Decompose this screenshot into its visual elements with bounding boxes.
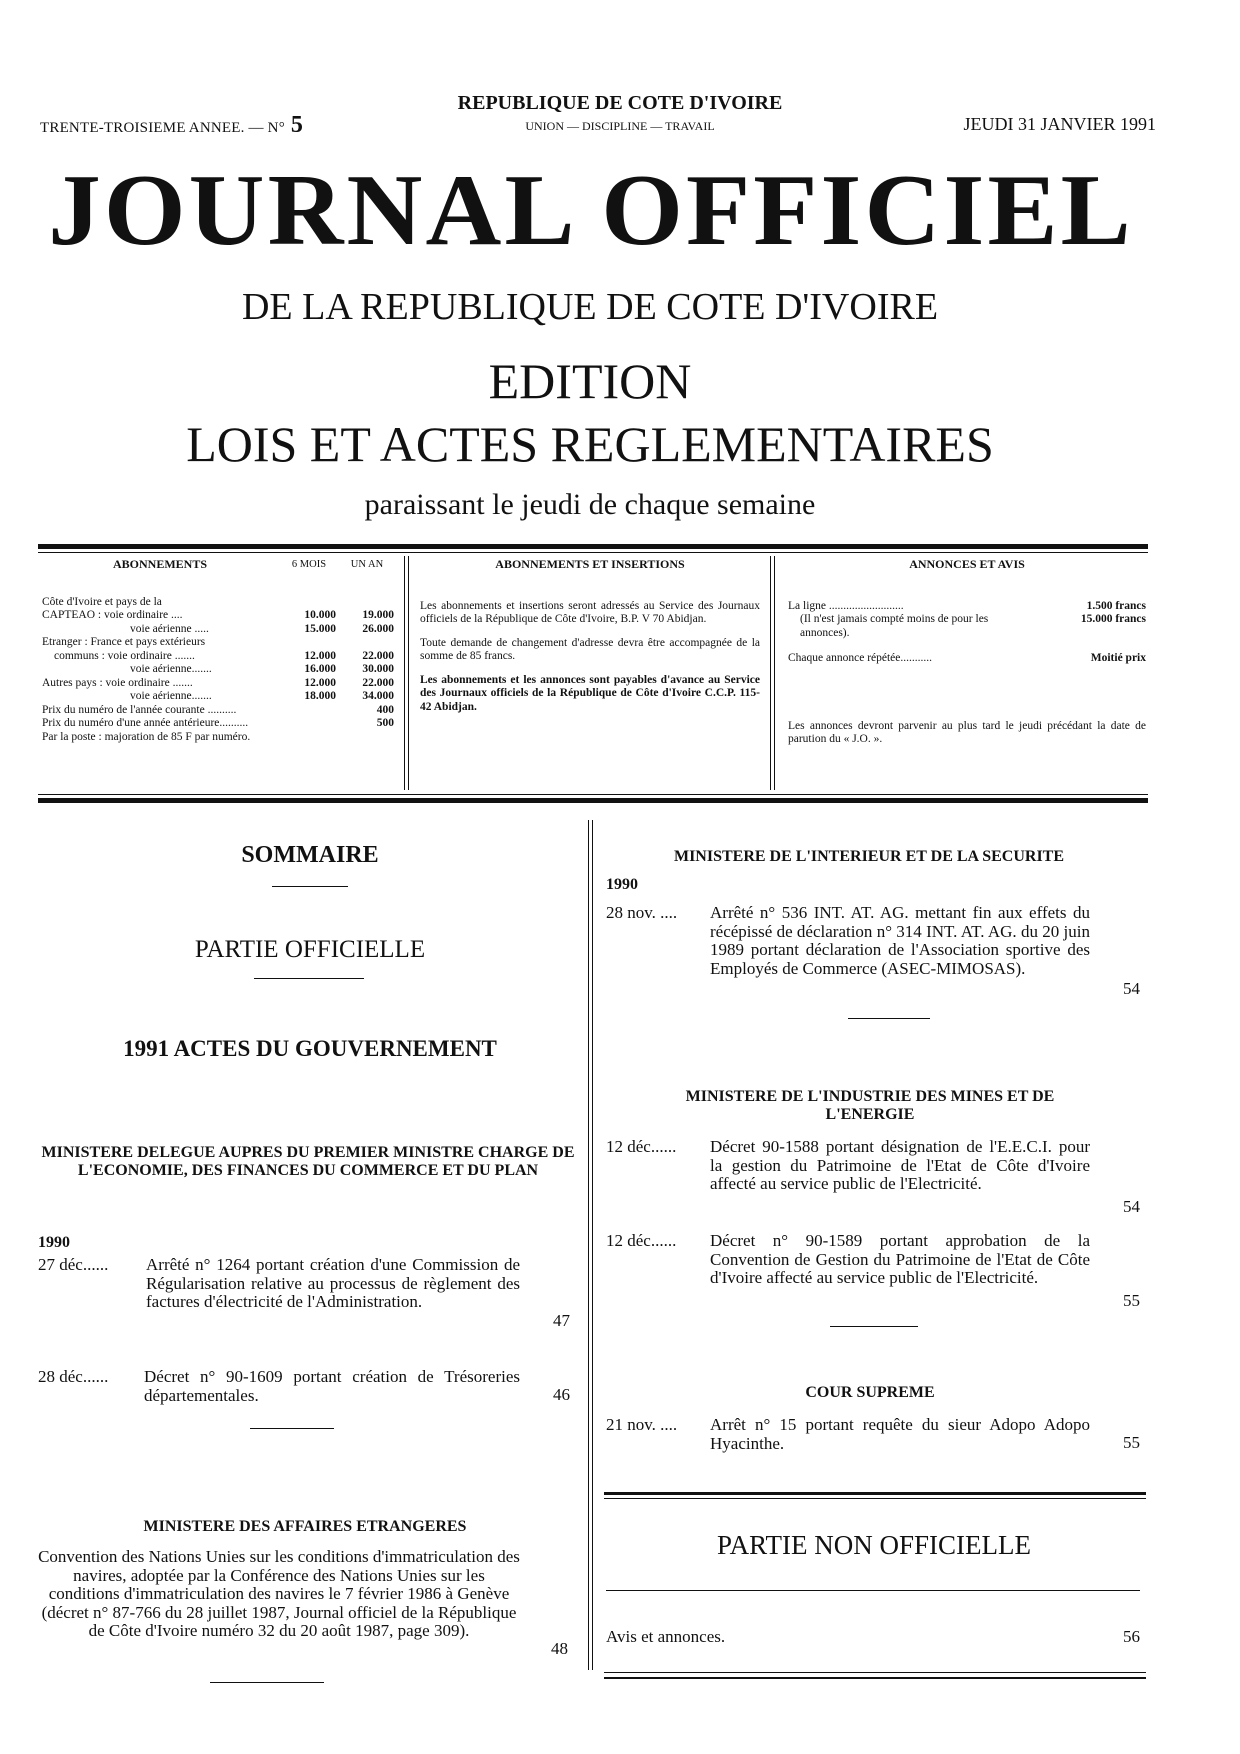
republic-name: REPUBLIQUE DE COTE D'IVOIRE	[457, 92, 783, 114]
ministry-heading-interieur: MINISTERE DE L'INTERIEUR ET DE LA SECURITE	[673, 848, 1065, 865]
column-divider-b	[592, 820, 593, 1670]
divider	[830, 1326, 918, 1327]
entry-text: Arrêté n° 1264 portant création d'une Commission de Régularisation relative au processus de règlement des factures d'électricité de l'Administration.	[146, 1255, 520, 1311]
divider	[272, 886, 348, 887]
entry-text: Arrêté n° 536 INT. AT. AG. mettant fin aux effets du récépissé de déclaration n° 314 INT. AT. AG. du 20 juin 1989 portant déclaration de l'Association sportive des Employés de Commerce (ASEC-MIMOSAS).	[710, 903, 1090, 978]
rate-1y: 19.000	[362, 609, 394, 621]
rate-1y: 30.000	[362, 663, 394, 675]
year-label: 1990	[606, 876, 638, 893]
entry-page: 46	[553, 1385, 570, 1404]
announcements-header: ANNONCES ET AVIS	[909, 557, 1025, 571]
rate-row	[40, 690, 396, 704]
rate-1y: 22.000	[362, 649, 394, 662]
toc-entry	[606, 904, 1146, 1004]
box-divider-1	[404, 556, 405, 790]
box-top-rule-thin	[38, 552, 1148, 553]
line-minimum-note: (Il n'est jamais compté moins de pour les annonces).	[800, 613, 989, 639]
entry-text: Décret n° 90-1609 portant création de Trésoreries départementales.	[144, 1367, 520, 1405]
rate-row	[40, 636, 396, 650]
rate-row	[40, 650, 396, 664]
partie-non-rule-thin	[604, 1498, 1146, 1499]
box-divider-1b	[408, 556, 409, 790]
issue-date: JEUDI 31 JANVIER 1991	[963, 114, 1156, 134]
rate-label: Par la poste : majoration de 85 F par numéro.	[42, 730, 251, 743]
divider	[848, 1018, 930, 1019]
box-divider-2b	[774, 556, 775, 790]
divider	[210, 1682, 324, 1683]
toc-entry	[38, 1256, 578, 1332]
rate-1y: 500	[376, 717, 394, 729]
ministry-heading-economie: MINISTERE DELEGUE AUPRES DU PREMIER MINISTRE CHARGE DE L'ECONOMIE, DES FINANCES DU COMMERCE ET DU PLAN	[41, 1144, 575, 1179]
repeat-rate-label: Chaque annonce répétée...........	[788, 652, 933, 664]
rate-label: voie aérienne .....	[130, 622, 209, 635]
entry-text: Arrêt n° 15 portant requête du sieur Adopo Adopo Hyacinthe.	[710, 1415, 1090, 1453]
line-minimum	[788, 613, 1146, 640]
line-minimum-price: 15.000 francs	[1080, 613, 1146, 625]
bottom-rule-1	[604, 1672, 1146, 1673]
rate-6m: 18.000	[304, 690, 336, 702]
box-bottom-rule-thin	[38, 794, 1148, 795]
entry-date: 12 déc......	[606, 1231, 677, 1250]
edition-label: EDITION	[488, 353, 692, 409]
entry-text: Convention des Nations Unies sur les conditions d'immatriculation des navires, adoptée par la Conférence des Nations Unies sur les conditions d'immatriculation des navires le 7 février 1986 à Genève (décret n° 87-766 du 28 juillet 1987, Journal officiel de la République de Côte d'Ivoire numéro 32 du 20 août 1987, page 309).	[38, 1547, 520, 1640]
rate-label: Côte d'Ivoire et pays de la	[42, 595, 162, 608]
line-rate-label: La ligne ..........................	[788, 599, 904, 612]
rate-6m: 16.000	[304, 663, 336, 675]
entry-date: 28 déc......	[38, 1367, 109, 1386]
box-top-rule-thick	[38, 544, 1148, 549]
rate-6m: 12.000	[304, 649, 336, 662]
entry-date: 12 déc......	[606, 1137, 677, 1156]
insertions-address: Les abonnements et insertions seront adressés au Service des Journaux officiels de la République de Côte d'Ivoire, B.P. V 70 Abidjan.	[420, 599, 760, 625]
rate-row	[40, 704, 396, 718]
issue-year-label	[40, 112, 303, 139]
rate-6m: 10.000	[304, 609, 336, 621]
entry-page: 55	[1123, 1433, 1140, 1452]
rate-row	[40, 596, 396, 610]
convention-entry	[36, 1548, 576, 1658]
entry-text: Décret 90-1588 portant désignation de l'E.E.C.I. pour la gestion du Patrimoine de l'Etat de Côte d'Ivoire affecté au service public de l'Electricité.	[710, 1137, 1090, 1193]
rates-table	[40, 558, 396, 744]
rate-6m	[280, 596, 338, 610]
entry-page: 47	[553, 1311, 570, 1330]
rate-label: CAPTEAO : voie ordinaire ....	[42, 609, 183, 621]
ministry-heading-industrie: MINISTERE DE L'INDUSTRIE DES MINES ET DE L'ENERGIE	[685, 1088, 1055, 1123]
entry-text: Décret n° 90-1589 portant approbation de la Convention de Gestion du Patrimoine de l'Etat de Côte d'Ivoire affecté au service public de l'Electricité.	[710, 1231, 1090, 1287]
motto: UNION — DISCIPLINE — TRAVAIL	[525, 119, 715, 133]
issue-number: 5	[290, 112, 304, 138]
rate-6m: 12.000	[304, 676, 336, 689]
toc-entry	[606, 1232, 1146, 1314]
journal-subtitle: DE LA REPUBLIQUE DE COTE D'IVOIRE	[241, 286, 939, 328]
box-bottom-rule-thick	[38, 798, 1148, 803]
announcements-rates	[788, 558, 1146, 747]
entry-page: 56	[1123, 1627, 1140, 1646]
entry-date: 28 nov. ....	[606, 903, 678, 922]
divider	[254, 978, 364, 979]
rate-label: voie aérienne.......	[130, 690, 212, 702]
rate-label: Etranger : France et pays extérieurs	[42, 636, 206, 648]
rate-row	[40, 663, 396, 677]
line-rate-price: 1.500 francs	[1086, 599, 1146, 612]
entry-date: 21 nov. ....	[606, 1415, 678, 1434]
divider	[250, 1428, 334, 1429]
rate-1y: 400	[376, 703, 394, 716]
rate-label: voie aérienne.......	[130, 663, 212, 675]
edition-name: LOIS ET ACTES REGLEMENTAIRES	[186, 416, 994, 472]
repeat-rate	[788, 652, 1146, 666]
rate-label: Prix du numéro d'une année antérieure..........	[42, 717, 249, 729]
rate-row	[40, 677, 396, 691]
entry-page: 48	[551, 1639, 568, 1658]
insertions-header: ABONNEMENTS ET INSERTIONS	[495, 557, 685, 571]
publication-frequency: paraissant le jeudi de chaque semaine	[364, 488, 816, 521]
rate-row	[40, 623, 396, 637]
repeat-rate-price: Moitié prix	[1090, 652, 1146, 664]
entry-page: 55	[1123, 1291, 1140, 1310]
actes-heading: 1991 ACTES DU GOUVERNEMENT	[123, 1036, 497, 1061]
rate-1y: 34.000	[362, 690, 394, 702]
toc-entry	[38, 1368, 578, 1408]
partie-non-rule-thick	[604, 1492, 1146, 1495]
entry-page: 54	[1123, 1197, 1140, 1216]
bottom-rule-2	[604, 1677, 1146, 1679]
subscriptions-insertions	[420, 558, 760, 724]
rate-row	[40, 609, 396, 623]
rate-row	[40, 717, 396, 731]
entry-page: 54	[1123, 979, 1140, 998]
rate-1y: 26.000	[362, 622, 394, 635]
line-rate	[788, 600, 1146, 614]
box-divider-2	[770, 556, 771, 790]
rate-1y: 22.000	[362, 676, 394, 689]
rate-6m	[280, 636, 338, 650]
rates-header: ABONNEMENTS	[112, 557, 207, 571]
sommaire-title: SOMMAIRE	[241, 842, 379, 868]
col-6-months: 6 MOIS	[291, 559, 327, 570]
toc-entry-avis	[606, 1628, 1146, 1652]
subscriptions-rates	[40, 558, 396, 744]
col-1-year: UN AN	[350, 559, 384, 570]
rate-label: Autres pays : voie ordinaire .......	[42, 676, 193, 689]
rate-1y	[338, 596, 396, 610]
rate-label: Prix du numéro de l'année courante ..........	[42, 703, 237, 716]
divider	[606, 1590, 1140, 1591]
rates-header-row	[40, 558, 396, 572]
insertions-payment: Les abonnements et les annonces sont payables d'avance au Service des Journaux officiels de la République de Côte d'Ivoire C.C.P. 115-42 Abidjan.	[420, 673, 760, 713]
partie-officielle-heading: PARTIE OFFICIELLE	[194, 936, 426, 963]
year-label: 1990	[38, 1234, 70, 1251]
rate-label: communs : voie ordinaire .......	[54, 649, 195, 662]
toc-entry	[606, 1138, 1146, 1220]
rate-1y	[338, 636, 396, 650]
year-label: TRENTE-TROISIEME ANNEE. — N°	[40, 120, 285, 136]
cour-supreme-heading: COUR SUPREME	[805, 1384, 935, 1401]
column-divider	[588, 820, 589, 1670]
journal-title: JOURNAL OFFICIEL	[48, 154, 1134, 267]
entry-text: Avis et annonces.	[606, 1627, 726, 1646]
announcement-deadline: Les annonces devront parvenir au plus tard le jeudi précédant la date de parution du « J.O. ».	[788, 719, 1146, 745]
entry-date: 27 déc......	[38, 1255, 109, 1274]
toc-entry	[606, 1416, 1146, 1456]
rate-6m: 15.000	[304, 622, 336, 635]
ministry-heading-affaires: MINISTERE DES AFFAIRES ETRANGERES	[143, 1518, 467, 1535]
partie-non-officielle-heading: PARTIE NON OFFICIELLE	[717, 1530, 1031, 1560]
republic-header	[400, 92, 840, 134]
insertions-address-change: Toute demande de changement d'adresse devra être accompagnée de la somme de 85 francs.	[420, 636, 760, 662]
rate-row	[40, 731, 396, 745]
